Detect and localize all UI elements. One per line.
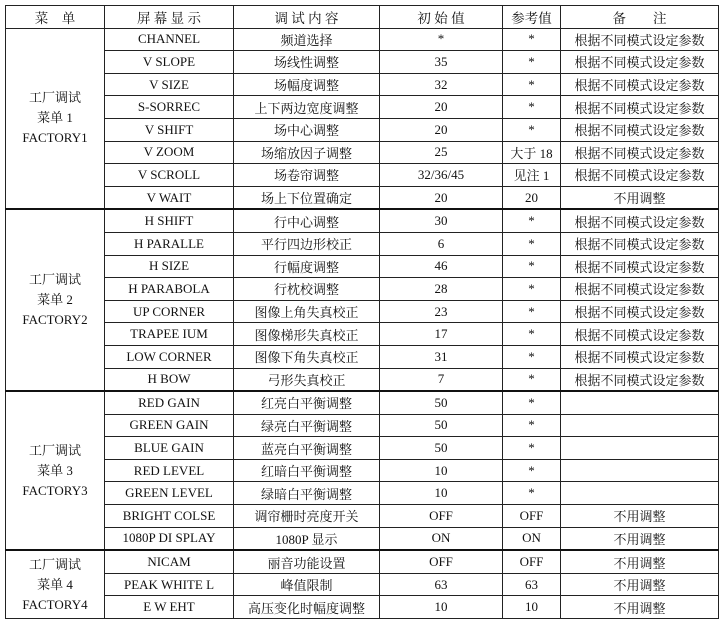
header-remarks: 备 注 xyxy=(561,6,719,29)
screen-display-cell: NICAM xyxy=(105,550,234,573)
remark-cell: 根据不同模式设定参数 xyxy=(561,300,719,323)
reference-value-cell: * xyxy=(503,73,561,96)
screen-display-cell: RED LEVEL xyxy=(105,459,234,482)
table-row xyxy=(6,527,719,550)
screen-display-cell: GREEN GAIN xyxy=(105,414,234,437)
reference-value-cell: * xyxy=(503,300,561,323)
remark-cell: 根据不同模式设定参数 xyxy=(561,118,719,141)
reference-value-cell: * xyxy=(503,209,561,232)
menu-group-cell xyxy=(6,550,105,618)
table-body xyxy=(6,28,719,618)
adjust-content-cell: 场线性调整 xyxy=(234,51,380,74)
table-row xyxy=(6,300,719,323)
remark-cell: 根据不同模式设定参数 xyxy=(561,255,719,278)
initial-value-cell: 46 xyxy=(380,255,503,278)
reference-value-cell: * xyxy=(503,345,561,368)
adjust-content-cell: 1080P 显示 xyxy=(234,527,380,550)
menu-group-line: 菜单 3 xyxy=(37,462,73,478)
table-row xyxy=(6,437,719,460)
initial-value-cell: OFF xyxy=(380,550,503,573)
screen-display-cell: RED GAIN xyxy=(105,391,234,414)
remark-cell: 根据不同模式设定参数 xyxy=(561,141,719,164)
screen-display-cell: V WAIT xyxy=(105,186,234,209)
reference-value-cell: * xyxy=(503,278,561,301)
menu-group-line: 菜单 2 xyxy=(37,292,73,308)
reference-value-cell: * xyxy=(503,368,561,391)
header-menu: 菜 单 xyxy=(6,6,105,29)
reference-value-cell: * xyxy=(503,232,561,255)
adjust-content-cell: 平行四边形校正 xyxy=(234,232,380,255)
reference-value-cell: * xyxy=(503,255,561,278)
screen-display-cell: BRIGHT COLSE xyxy=(105,505,234,528)
screen-display-cell: BLUE GAIN xyxy=(105,437,234,460)
adjust-content-cell: 调帘栅时亮度开关 xyxy=(234,505,380,528)
reference-value-cell: 20 xyxy=(503,186,561,209)
adjust-content-cell: 场卷帘调整 xyxy=(234,164,380,187)
header-adjust-content: 调 试 内 容 xyxy=(234,6,380,29)
reference-value-cell: * xyxy=(503,459,561,482)
reference-value-cell: * xyxy=(503,414,561,437)
screen-display-cell: H SHIFT xyxy=(105,209,234,232)
remark-cell: 不用调整 xyxy=(561,186,719,209)
table-row xyxy=(6,345,719,368)
table-row xyxy=(6,51,719,74)
menu-group-line: 菜单 1 xyxy=(37,110,73,126)
remark-cell xyxy=(561,414,719,437)
reference-value-cell: * xyxy=(503,51,561,74)
table-row xyxy=(6,550,719,573)
header-initial-value: 初 始 值 xyxy=(380,6,503,29)
menu-group-line: 工厂调试 xyxy=(28,272,81,288)
initial-value-cell: 10 xyxy=(380,596,503,619)
table-row xyxy=(6,505,719,528)
remark-cell: 不用调整 xyxy=(561,573,719,596)
remark-cell: 根据不同模式设定参数 xyxy=(561,28,719,51)
remark-cell xyxy=(561,437,719,460)
adjust-content-cell: 场上下位置确定 xyxy=(234,186,380,209)
adjust-content-cell: 上下两边宽度调整 xyxy=(234,96,380,119)
reference-value-cell: OFF xyxy=(503,505,561,528)
initial-value-cell: 30 xyxy=(380,209,503,232)
table-row xyxy=(6,118,719,141)
initial-value-cell: 6 xyxy=(380,232,503,255)
initial-value-cell: 20 xyxy=(380,186,503,209)
initial-value-cell: 10 xyxy=(380,482,503,505)
adjust-content-cell: 弓形失真校正 xyxy=(234,368,380,391)
initial-value-cell: 25 xyxy=(380,141,503,164)
adjust-content-cell: 红亮白平衡调整 xyxy=(234,391,380,414)
table-row xyxy=(6,482,719,505)
initial-value-cell: 50 xyxy=(380,437,503,460)
initial-value-cell: 32/36/45 xyxy=(380,164,503,187)
initial-value-cell: 7 xyxy=(380,368,503,391)
screen-display-cell: CHANNEL xyxy=(105,28,234,51)
initial-value-cell: ON xyxy=(380,527,503,550)
remark-cell: 根据不同模式设定参数 xyxy=(561,323,719,346)
initial-value-cell: 23 xyxy=(380,300,503,323)
screen-display-cell: GREEN LEVEL xyxy=(105,482,234,505)
reference-value-cell: * xyxy=(503,118,561,141)
initial-value-cell: 10 xyxy=(380,459,503,482)
remark-cell: 根据不同模式设定参数 xyxy=(561,368,719,391)
initial-value-cell: * xyxy=(380,28,503,51)
adjust-content-cell: 红暗白平衡调整 xyxy=(234,459,380,482)
screen-display-cell: H PARALLE xyxy=(105,232,234,255)
screen-display-cell: E W EHT xyxy=(105,596,234,619)
remark-cell: 根据不同模式设定参数 xyxy=(561,164,719,187)
remark-cell: 根据不同模式设定参数 xyxy=(561,73,719,96)
table-row xyxy=(6,414,719,437)
table-row xyxy=(6,255,719,278)
remark-cell: 不用调整 xyxy=(561,527,719,550)
remark-cell: 根据不同模式设定参数 xyxy=(561,345,719,368)
adjust-content-cell: 行中心调整 xyxy=(234,209,380,232)
initial-value-cell: 28 xyxy=(380,278,503,301)
table-row xyxy=(6,596,719,619)
screen-display-cell: PEAK WHITE L xyxy=(105,573,234,596)
header-screen-display: 屏 幕 显 示 xyxy=(105,6,234,29)
reference-value-cell: * xyxy=(503,437,561,460)
menu-group-line: FACTORY1 xyxy=(22,130,88,146)
initial-value-cell: 31 xyxy=(380,345,503,368)
screen-display-cell: V ZOOM xyxy=(105,141,234,164)
table-row xyxy=(6,391,719,414)
initial-value-cell: 20 xyxy=(380,96,503,119)
remark-cell: 根据不同模式设定参数 xyxy=(561,232,719,255)
reference-value-cell: * xyxy=(503,482,561,505)
reference-value-cell: ON xyxy=(503,527,561,550)
table-row xyxy=(6,232,719,255)
remark-cell: 根据不同模式设定参数 xyxy=(561,278,719,301)
adjust-content-cell: 高压变化时幅度调整 xyxy=(234,596,380,619)
menu-group-cell xyxy=(6,391,105,550)
menu-group-cell xyxy=(6,209,105,391)
adjust-content-cell: 绿亮白平衡调整 xyxy=(234,414,380,437)
adjust-content-cell: 峰值限制 xyxy=(234,573,380,596)
reference-value-cell: * xyxy=(503,391,561,414)
reference-value-cell: 见注 1 xyxy=(503,164,561,187)
initial-value-cell: 50 xyxy=(380,414,503,437)
initial-value-cell: 50 xyxy=(380,391,503,414)
header-row xyxy=(6,6,719,29)
screen-display-cell: 1080P DI SPLAY xyxy=(105,527,234,550)
remark-cell: 根据不同模式设定参数 xyxy=(561,209,719,232)
screen-display-cell: H SIZE xyxy=(105,255,234,278)
remark-cell xyxy=(561,391,719,414)
initial-value-cell: 32 xyxy=(380,73,503,96)
screen-display-cell: V SIZE xyxy=(105,73,234,96)
screen-display-cell: TRAPEE IUM xyxy=(105,323,234,346)
reference-value-cell: 大于 18 xyxy=(503,141,561,164)
table-row xyxy=(6,186,719,209)
menu-group-line: 工厂调试 xyxy=(28,556,81,572)
menu-group-line: 菜单 4 xyxy=(37,576,73,592)
menu-group-line: FACTORY3 xyxy=(22,482,88,498)
reference-value-cell: 63 xyxy=(503,573,561,596)
reference-value-cell: * xyxy=(503,323,561,346)
adjust-content-cell: 场中心调整 xyxy=(234,118,380,141)
screen-display-cell: S-SORREC xyxy=(105,96,234,119)
reference-value-cell: * xyxy=(503,96,561,119)
menu-group-line: 工厂调试 xyxy=(28,442,81,458)
adjust-content-cell: 行枕校调整 xyxy=(234,278,380,301)
screen-display-cell: UP CORNER xyxy=(105,300,234,323)
adjust-content-cell: 绿暗白平衡调整 xyxy=(234,482,380,505)
screen-display-cell: H BOW xyxy=(105,368,234,391)
remark-cell: 不用调整 xyxy=(561,550,719,573)
menu-group-line: FACTORY2 xyxy=(22,312,88,328)
table-row xyxy=(6,323,719,346)
table-row xyxy=(6,278,719,301)
initial-value-cell: 63 xyxy=(380,573,503,596)
factory-settings-table xyxy=(5,5,719,619)
table-row xyxy=(6,368,719,391)
adjust-content-cell: 图像上角失真校正 xyxy=(234,300,380,323)
header-reference-value: 参考值 xyxy=(503,6,561,29)
adjust-content-cell: 丽音功能设置 xyxy=(234,550,380,573)
initial-value-cell: 20 xyxy=(380,118,503,141)
initial-value-cell: 35 xyxy=(380,51,503,74)
table-row xyxy=(6,459,719,482)
remark-cell: 不用调整 xyxy=(561,596,719,619)
adjust-content-cell: 图像下角失真校正 xyxy=(234,345,380,368)
adjust-content-cell: 场幅度调整 xyxy=(234,73,380,96)
table-row xyxy=(6,573,719,596)
adjust-content-cell: 频道选择 xyxy=(234,28,380,51)
remark-cell: 根据不同模式设定参数 xyxy=(561,96,719,119)
remark-cell xyxy=(561,459,719,482)
remark-cell: 不用调整 xyxy=(561,505,719,528)
menu-group-cell xyxy=(6,28,105,209)
table-row xyxy=(6,209,719,232)
table-row xyxy=(6,28,719,51)
table-row xyxy=(6,141,719,164)
reference-value-cell: OFF xyxy=(503,550,561,573)
reference-value-cell: * xyxy=(503,28,561,51)
table-row xyxy=(6,96,719,119)
menu-group-line: 工厂调试 xyxy=(28,90,81,106)
remark-cell: 根据不同模式设定参数 xyxy=(561,51,719,74)
menu-group-line: FACTORY4 xyxy=(22,596,88,612)
table-row xyxy=(6,73,719,96)
remark-cell xyxy=(561,482,719,505)
adjust-content-cell: 场缩放因子调整 xyxy=(234,141,380,164)
initial-value-cell: OFF xyxy=(380,505,503,528)
screen-display-cell: V SCROLL xyxy=(105,164,234,187)
screen-display-cell: LOW CORNER xyxy=(105,345,234,368)
initial-value-cell: 17 xyxy=(380,323,503,346)
screen-display-cell: V SLOPE xyxy=(105,51,234,74)
adjust-content-cell: 蓝亮白平衡调整 xyxy=(234,437,380,460)
screen-display-cell: V SHIFT xyxy=(105,118,234,141)
adjust-content-cell: 行幅度调整 xyxy=(234,255,380,278)
screen-display-cell: H PARABOLA xyxy=(105,278,234,301)
table-row xyxy=(6,164,719,187)
reference-value-cell: 10 xyxy=(503,596,561,619)
adjust-content-cell: 图像梯形失真校正 xyxy=(234,323,380,346)
